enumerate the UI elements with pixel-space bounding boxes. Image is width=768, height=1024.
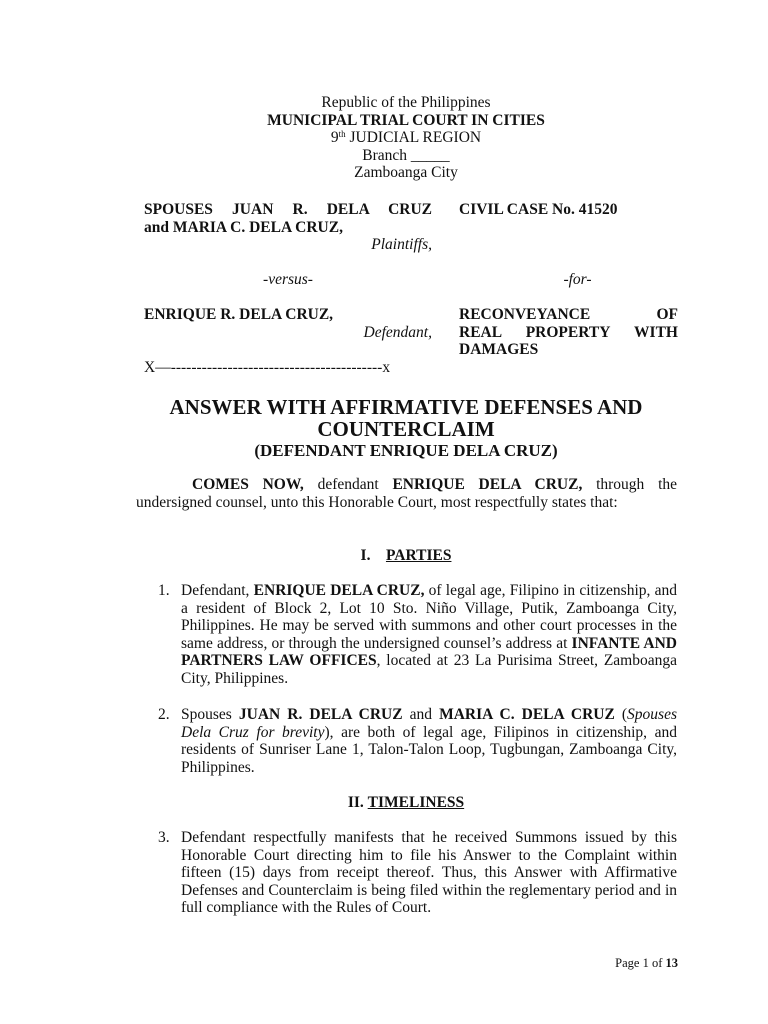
intro-paragraph	[136, 476, 677, 511]
footer-total-pages: 13	[665, 956, 678, 970]
item1-defendant-name: ENRIQUE DELA CRUZ,	[253, 582, 425, 599]
section-timeliness-heading	[0, 794, 768, 812]
for-label: -for-	[563, 271, 592, 288]
footer-current-page: 1	[642, 956, 649, 970]
region-text: JUDICIAL REGION	[345, 129, 482, 146]
section-timeliness-title: TIMELINESS	[367, 794, 465, 811]
list-item-2	[136, 706, 677, 776]
title-subtitle: (DEFENDANT ENRIQUE DELA CRUZ)	[254, 441, 558, 460]
pleading-title	[0, 396, 768, 462]
item-text: Defendant respectfully manifests that he received Summons issued by this Honorable Court directing him to file his Answer to the Complaint within fifteen (15) days from receipt thereof. Thus, this Answer with Affirmative Defenses and Counterclaim is being filed within the reglementary period and in full compliance with the Rules of Court.	[181, 829, 677, 917]
branch-line: Branch _____	[362, 146, 450, 164]
list-item-3	[136, 829, 677, 917]
item2-text-c: and	[402, 706, 440, 723]
section-timeliness-number: II.	[347, 794, 364, 811]
list-item-1	[136, 582, 677, 688]
item-text	[181, 706, 677, 776]
item1-text-c: of legal age, Filipino in citizenship, and a resident of Block 2, Lot 10 Sto. Niño Village, Putik, Zamboanga City, Philippines. He may be served with summons and other court processes in the same address, or through the undersigned counsel’s address at	[181, 582, 677, 652]
case-nature-line1: RECONVEYANCE OF	[459, 306, 678, 323]
region-ordinal: th	[338, 129, 346, 139]
versus-label: -versus-	[263, 271, 313, 288]
case-nature-line3: DAMAGES	[459, 341, 539, 358]
republic-line: Republic of the Philippines	[321, 94, 491, 111]
region-number: 9	[330, 129, 339, 146]
caption-separator: X—-----------------------------------------x	[144, 359, 391, 376]
defendant-role: Defendant,	[363, 323, 432, 341]
plaintiffs-line2: and MARIA C. DELA CRUZ,	[144, 218, 343, 236]
title-line1: ANSWER WITH AFFIRMATIVE DEFENSES AND	[169, 395, 643, 419]
footer-page-word: Page	[615, 956, 640, 970]
court-heading	[0, 94, 768, 182]
intro-part1: defendant	[303, 476, 393, 493]
footer-of-word: of	[651, 956, 663, 970]
judicial-region	[0, 129, 768, 147]
item1-text-e: , located at 23 La Purisima Street, Zamboanga City, Philippines.	[181, 652, 677, 687]
plaintiffs-role: Plaintiffs,	[371, 236, 432, 253]
intro-defendant-name: ENRIQUE DELA CRUZ,	[392, 476, 583, 493]
section-parties-title: PARTIES	[385, 547, 452, 564]
plaintiffs-line1: SPOUSES JUAN R. DELA CRUZ	[144, 201, 432, 218]
item1-law-office: INFANTE AND PARTNERS LAW OFFICES	[181, 634, 677, 670]
item2-plaintiff-wife: MARIA C. DELA CRUZ	[439, 706, 615, 723]
item2-text-a: Spouses	[181, 706, 239, 723]
item-number: 2.	[158, 706, 170, 723]
item-number: 3.	[158, 829, 170, 846]
item-number: 1.	[158, 582, 170, 599]
section-parties-number: I.	[360, 547, 371, 564]
section-parties-heading	[0, 547, 768, 565]
title-line2: COUNTERCLAIM	[317, 417, 495, 441]
defendant-name: ENRIQUE R. DELA CRUZ,	[144, 306, 334, 323]
case-number: CIVIL CASE No. 41520	[459, 201, 618, 218]
item1-text-a: Defendant,	[181, 582, 254, 599]
item2-plaintiff-husband: JUAN R. DELA CRUZ	[238, 706, 403, 723]
item-text	[181, 582, 677, 688]
item2-text-g: ), are both of legal age, Filipinos in citizenship, and residents of Sunriser Lane 1, Talon-Talon Loop, Tugbungan, Zamboanga City, Philippines.	[181, 723, 677, 776]
page-number-footer	[615, 956, 678, 971]
case-nature-line2: REAL PROPERTY WITH	[459, 323, 678, 341]
item2-brevity-note: Spouses Dela Cruz for brevity	[181, 706, 677, 741]
item2-text-e: (	[614, 706, 628, 723]
court-name: MUNICIPAL TRIAL COURT IN CITIES	[267, 111, 545, 129]
intro-part2: through the undersigned counsel, unto this Honorable Court, most respectfully states that:	[136, 476, 678, 511]
city-line: Zamboanga City	[354, 164, 458, 181]
intro-lead: COMES NOW,	[192, 476, 304, 493]
